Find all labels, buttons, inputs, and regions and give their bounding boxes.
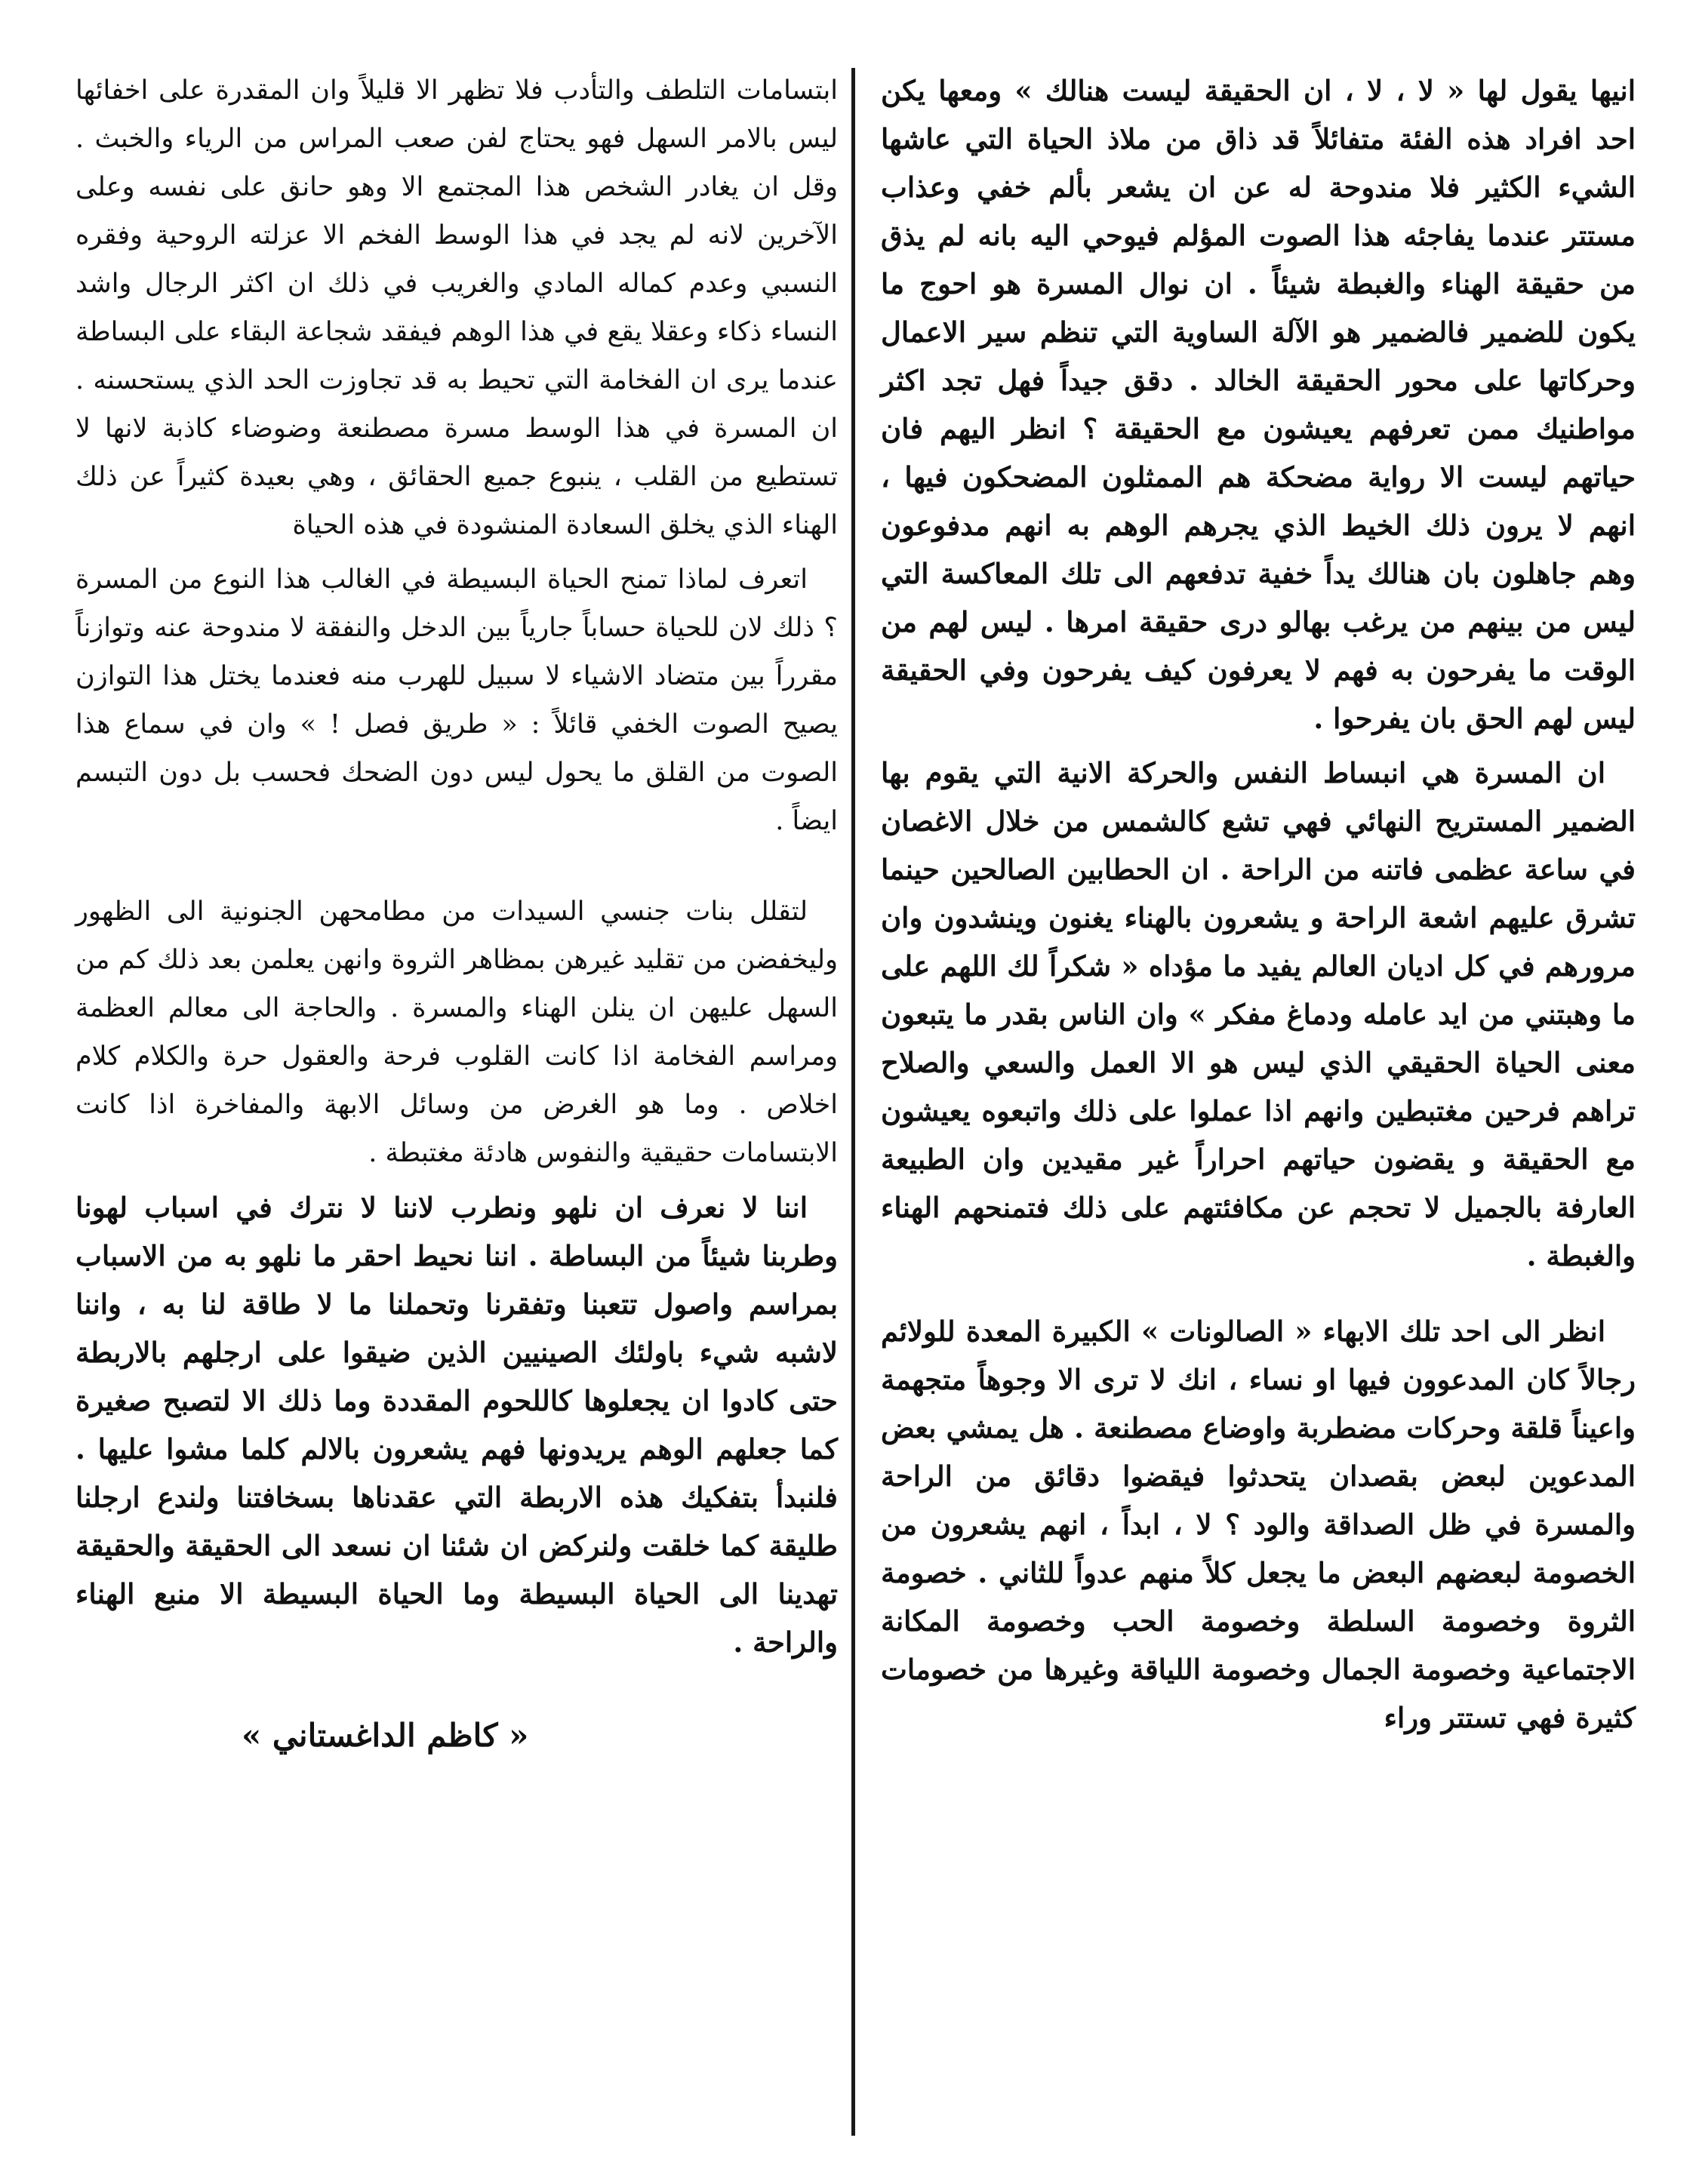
right-column bbox=[881, 66, 1636, 1742]
right-paragraph-3: انظر الى احد تلك الابهاء « الصالونات » الكبيرة المعدة للولائم رجالاً كان المدعوون فيها او نساء ، انك لا ترى الا وجوهاً متجهمة واعيناً قلقة وحركات مضطربة واوضاع مصطنعة . هل يمشي بعض المدعوين لبعض بقصدان يتحدثوا فيقضوا دقائق من الراحة والمسرة في ظل الصداقة والود ؟ لا ، ابداً ، انهم يشعرون من الخصومة لبعضهم البعض ما يجعل كلاً منهم عدواً للثاني . خصومة الثروة وخصومة السلطة وخصومة الحب وخصومة المكانة الاجتماعية وخصومة الجمال وخصومة اللياقة وغيرها من خصومات كثيرة فهي تستتر وراء bbox=[881, 1315, 1636, 1734]
left-paragraph-3: لتقلل بنات جنسي السيدات من مطامحهن الجنونية الى الظهور وليخفضن من تقليد غيرهن بمظاهر الثروة وانهن يعلمن بعد ذلك كم من السهل عليهن ان ينلن الهناء والمسرة . والحاجة الى معالم العظمة ومراسم الفخامة اذا كانت القلوب فرحة والعقول حرة والكلام كلام اخلاص . وما هو الغرض من وسائل الابهة والمفاخرة اذا كانت الابتسامات حقيقية والنفوس هادئة مغتبطة . bbox=[75, 897, 838, 1168]
left-paragraph-2: اتعرف لماذا تمنح الحياة البسيطة في الغالب هذا النوع من المسرة ؟ ذلك لان للحياة حساباً جارياً بين الدخل والنفقة لا مندوحة عنه وتوازناً مقرراً بين متضاد الاشياء لا سبيل للهرب منه فعندما يختل هذا التوازن يصيح الصوت الخفي قائلاً : « طريق فصل ! » وان في سماع هذا الصوت من القلق ما يحول ليس دون الضحك فحسب بل دون التبسم ايضاً . bbox=[75, 564, 838, 836]
author-signature: « كاظم الداغستاني » bbox=[242, 1717, 529, 1754]
right-paragraph-2: ان المسرة هي انبساط النفس والحركة الانية التي يقوم بها الضمير المستريح النهائي فهي تشع كالشمس من خلال الاغصان في ساعة عظمى فاتنه من الراحة . ان الحطابين الصالحين حينما تشرق عليهم اشعة الراحة و يشعرون بالهناء يغنون وينشدون وان مرورهم في كل اديان العالم يفيد ما مؤداه « شكراً لك اللهم على ما وهبتني من ايد عامله ودماغ مفكر » وان الناس بقدر ما يتبعون معنى الحياة الحقيقي الذي ليس هو الا العمل والسعي والصلاح تراهم فرحين مغتبطين وانهم اذا عملوا على ذلك واتبعوه يعيشون مع الحقيقة و يقضون حياتهم احراراً غير مقيدين وان الطبيعة العارفة بالجميل لا تحجم عن مكافئتهم على ذلك فتمنحهم الهناء والغبطة . bbox=[881, 756, 1636, 1272]
left-column bbox=[75, 66, 838, 1792]
left-paragraph-1: ابتسامات التلطف والتأدب فلا تظهر الا قليلاً وان المقدرة على اخفائها ليس بالامر السهل فهو يحتاج لفن صعب المراس من الرياء والخبث . وقل ان يغادر الشخص هذا المجتمع الا وهو حانق على نفسه وعلى الآخرين لانه لم يجد في هذا الوسط الفخم الا عزلته الروحية وفقره النسبي وعدم كماله المادي والغريب في ذلك ان اكثر الرجال واشد النساء ذكاء وعقلا يقع في هذا الوهم فيفقد شجاعة البقاء على البساطة عندما يرى ان الفخامة التي تحيط به قد تجاوزت الحد الذي يستحسنه . ان المسرة في هذا الوسط مسرة مصطنعة وضوضاء كاذبة لانها لا تستطيع من القلب ، ينبوع جميع الحقائق ، وهي بعيدة كثيراً عن ذلك الهناء الذي يخلق السعادة المنشودة في هذه الحياة bbox=[75, 75, 838, 540]
left-paragraph-4: اننا لا نعرف ان نلهو ونطرب لاننا لا نترك في اسباب لهونا وطربنا شيئاً من البساطة . اننا نحيط احقر ما نلهو به من الاسباب بمراسم واصول تتعبنا وتفقرنا وتحملنا ما لا طاقة لنا به ، واننا لاشبه شيء باولئك الصينيين الذين ضيقوا على ارجلهم بالاربطة حتى كادوا ان يجعلوها كاللحوم المقددة وما ذلك الا لتصبح صغيرة كما جعلهم الوهم يريدونها فهم يشعرون بالالم كلما مشوا عليها . فلنبدأ بتفكيك هذه الاربطة التي عقدناها بسخافتنا ولندع ارجلنا طليقة كما خلقت ولنركض ان شئنا ان نسعد الى الحقيقة والحقيقة تهدينا الى الحياة البسيطة وما الحياة البسيطة الا منبع الهناء والراحة . bbox=[75, 1191, 838, 1659]
right-paragraph-1: انيها يقول لها « لا ، لا ، ان الحقيقة ليست هنالك » ومعها يكن احد افراد هذه الفئة متفائلاً قد ذاق من ملاذ الحياة التي عاشها الشيء الكثير فلا مندوحة له عن ان يشعر بألم خفي وعذاب مستتر عندما يفاجئه هذا الصوت المؤلم فيوحي اليه بانه لم يذق من حقيقة الهناء والغبطة شيئاً . ان نوال المسرة هو احوج ما يكون للضمير فالضمير هو الآلة الساوية التي تنظم سير الاعمال وحركاتها على محور الحقيقة الخالد . دقق جيداً فهل تجد اكثر مواطنيك ممن تعرفهم يعيشون مع الحقيقة ؟ انظر اليهم فان حياتهم ليست الا رواية مضحكة هم الممثلون المضحكون فيها ، انهم لا يرون ذلك الخيط الذي يجرهم الوهم به انهم مدفوعون وهم جاهلون بان هنالك يداً خفية تدفعهم الى تلك المعاكسة التي ليس من بينهم من يرغب بهالو درى حقيقة امرها . ليس لهم من الوقت ما يفرحون به فهم لا يعرفون كيف يفرحون وفي الحقيقة ليس لهم الحق بان يفرحوا . bbox=[881, 74, 1636, 735]
column-divider bbox=[851, 68, 855, 2136]
